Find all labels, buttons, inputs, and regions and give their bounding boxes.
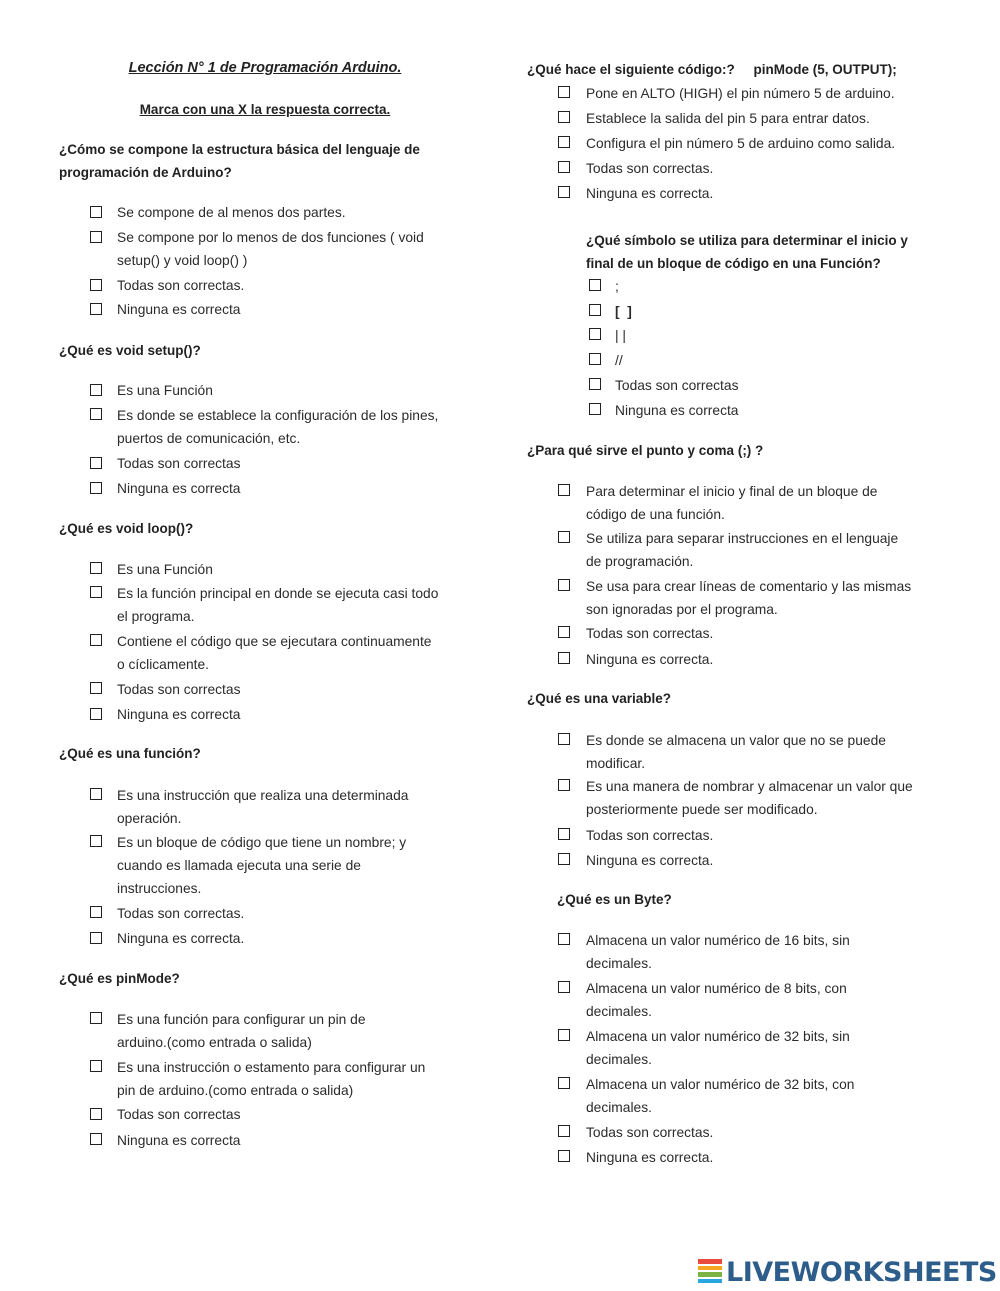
q7-option-6-label: Ninguna es correcta: [615, 403, 739, 418]
q5-option-2-checkbox[interactable]: [90, 1060, 102, 1072]
q7-option-4-label: //: [615, 353, 623, 368]
q8-option-2-checkbox[interactable]: [558, 531, 570, 543]
q7-option-1-checkbox[interactable]: [589, 279, 601, 291]
q4-option-4-checkbox[interactable]: [90, 932, 102, 944]
q6-option-2-label: Establece la salida del pin 5 para entrar datos.: [586, 111, 870, 126]
q8-option-1-checkbox[interactable]: [558, 484, 570, 496]
q10-option-1-checkbox[interactable]: [558, 933, 570, 945]
q8-option-4-label: Todas son correctas.: [586, 626, 714, 641]
question-6-text: ¿Qué hace el siguiente código:? pinMode (5, OUTPUT);: [527, 62, 897, 77]
q6-option-3-checkbox[interactable]: [558, 136, 570, 148]
q5-option-1-checkbox[interactable]: [90, 1012, 102, 1024]
q1-option-2-label: Se compone por lo menos de dos funciones ( void setup() y void loop() ): [117, 230, 424, 268]
q9-option-3-checkbox[interactable]: [558, 828, 570, 840]
q1-option-1-label: Se compone de al menos dos partes.: [117, 205, 346, 220]
q6-option-2-checkbox[interactable]: [558, 111, 570, 123]
q1-option-3-label: Todas son correctas.: [117, 278, 245, 293]
q10-option-3-checkbox[interactable]: [558, 1029, 570, 1041]
q4-option-1-checkbox[interactable]: [90, 788, 102, 800]
q3-option-2-label: Es la función principal en donde se ejecuta casi todo el programa.: [117, 586, 439, 624]
liveworksheets-logo-text: LIVEWORKSHEETS: [726, 1256, 997, 1288]
q2-option-1-checkbox[interactable]: [90, 384, 102, 396]
question-1-text: ¿Cómo se compone la estructura básica del lenguaje de programación de Arduino?: [59, 142, 420, 180]
q6-option-5-label: Ninguna es correcta.: [586, 186, 714, 201]
q6-option-1-label: Pone en ALTO (HIGH) el pin número 5 de arduino.: [586, 86, 895, 101]
q7-option-5-checkbox[interactable]: [589, 378, 601, 390]
q1-option-2-checkbox[interactable]: [90, 231, 102, 243]
question-7-text: ¿Qué símbolo se utiliza para determinar el inicio y final de un bloque de código en una Función?: [586, 233, 908, 271]
q3-option-2-checkbox[interactable]: [90, 586, 102, 598]
q9-option-2-label: Es una manera de nombrar y almacenar un valor que posteriormente puede ser modificado.: [586, 779, 913, 817]
q10-option-6-checkbox[interactable]: [558, 1150, 570, 1162]
q7-option-4-checkbox[interactable]: [589, 353, 601, 365]
q1-option-1-checkbox[interactable]: [90, 206, 102, 218]
q4-option-2-label: Es un bloque de código que tiene un nombre; y cuando es llamada ejecuta una serie de instrucciones.: [117, 835, 407, 896]
q9-option-2-checkbox[interactable]: [558, 779, 570, 791]
q7-option-3-checkbox[interactable]: [589, 328, 601, 340]
worksheet-instructions: Marca con una X la respuesta correcta.: [139, 102, 391, 117]
question-3-text: ¿Qué es void loop()?: [59, 521, 194, 536]
question-5-text: ¿Qué es pinMode?: [59, 971, 180, 986]
q8-option-5-label: Ninguna es correcta.: [586, 652, 714, 667]
question-2-text: ¿Qué es void setup()?: [59, 343, 201, 358]
q10-option-4-checkbox[interactable]: [558, 1077, 570, 1089]
q5-option-2-label: Es una instrucción o estamento para configurar un pin de arduino.(como entrada o salida): [117, 1060, 426, 1098]
q2-option-2-checkbox[interactable]: [90, 408, 102, 420]
q3-option-4-label: Todas son correctas: [117, 682, 241, 697]
q3-option-5-checkbox[interactable]: [90, 708, 102, 720]
q7-option-6-checkbox[interactable]: [589, 403, 601, 415]
q1-option-4-label: Ninguna es correcta: [117, 302, 241, 317]
question-4-text: ¿Qué es una función?: [59, 746, 201, 761]
q10-option-2-label: Almacena un valor numérico de 8 bits, con decimales.: [586, 981, 847, 1019]
q2-option-1-label: Es una Función: [117, 383, 213, 398]
q9-option-4-label: Ninguna es correcta.: [586, 853, 714, 868]
q3-option-3-checkbox[interactable]: [90, 634, 102, 646]
q9-option-1-checkbox[interactable]: [558, 733, 570, 745]
q8-option-3-checkbox[interactable]: [558, 579, 570, 591]
q8-option-3-label: Se usa para crear líneas de comentario y las mismas son ignoradas por el programa.: [586, 579, 912, 617]
q5-option-4-checkbox[interactable]: [90, 1133, 102, 1145]
worksheet-title: Lección N° 1 de Programación Arduino.: [128, 60, 402, 76]
q3-option-3-label: Contiene el código que se ejecutara continuamente o cíclicamente.: [117, 634, 432, 672]
q10-option-3-label: Almacena un valor numérico de 32 bits, sin decimales.: [586, 1029, 850, 1067]
q8-option-1-label: Para determinar el inicio y final de un bloque de código de una función.: [586, 484, 878, 522]
q3-option-1-checkbox[interactable]: [90, 562, 102, 574]
q4-option-1-label: Es una instrucción que realiza una determinada operación.: [117, 788, 409, 826]
q6-option-4-label: Todas son correctas.: [586, 161, 714, 176]
q8-option-4-checkbox[interactable]: [558, 626, 570, 638]
q5-option-4-label: Ninguna es correcta: [117, 1133, 241, 1148]
question-9-text: ¿Qué es una variable?: [527, 691, 672, 706]
q4-option-4-label: Ninguna es correcta.: [117, 931, 245, 946]
q9-option-3-label: Todas son correctas.: [586, 828, 714, 843]
q7-option-2-checkbox[interactable]: [589, 304, 601, 316]
q5-option-1-label: Es una función para configurar un pin de arduino.(como entrada o salida): [117, 1012, 366, 1050]
q6-option-3-label: Configura el pin número 5 de arduino como salida.: [586, 136, 896, 151]
q7-option-2-label: [ ]: [615, 304, 632, 319]
q2-option-3-label: Todas son correctas: [117, 456, 241, 471]
q6-option-5-checkbox[interactable]: [558, 186, 570, 198]
q9-option-1-label: Es donde se almacena un valor que no se puede modificar.: [586, 733, 886, 771]
q8-option-5-checkbox[interactable]: [558, 652, 570, 664]
q6-option-1-checkbox[interactable]: [558, 86, 570, 98]
q9-option-4-checkbox[interactable]: [558, 853, 570, 865]
q7-option-1-label: ;: [615, 279, 619, 294]
q10-option-1-label: Almacena un valor numérico de 16 bits, sin decimales.: [586, 933, 850, 971]
q3-option-1-label: Es una Función: [117, 562, 213, 577]
q3-option-4-checkbox[interactable]: [90, 682, 102, 694]
q10-option-2-checkbox[interactable]: [558, 981, 570, 993]
q2-option-4-label: Ninguna es correcta: [117, 481, 241, 496]
q10-option-4-label: Almacena un valor numérico de 32 bits, con decimales.: [586, 1077, 855, 1115]
q2-option-3-checkbox[interactable]: [90, 457, 102, 469]
liveworksheets-logo[interactable]: [698, 1257, 997, 1287]
q10-option-6-label: Ninguna es correcta.: [586, 1150, 714, 1165]
q2-option-2-label: Es donde se establece la configuración de los pines, puertos de comunicación, etc.: [117, 408, 439, 446]
q7-option-3-label: | |: [615, 328, 627, 343]
q4-option-2-checkbox[interactable]: [90, 835, 102, 847]
q6-option-4-checkbox[interactable]: [558, 161, 570, 173]
q4-option-3-checkbox[interactable]: [90, 906, 102, 918]
question-8-text: ¿Para qué sirve el punto y coma (;) ?: [527, 443, 764, 458]
liveworksheets-logo-icon: [698, 1259, 722, 1285]
q7-option-5-label: Todas son correctas: [615, 378, 739, 393]
q5-option-3-label: Todas son correctas: [117, 1107, 241, 1122]
q3-option-5-label: Ninguna es correcta: [117, 707, 241, 722]
q10-option-5-label: Todas son correctas.: [586, 1125, 714, 1140]
q1-option-3-checkbox[interactable]: [90, 279, 102, 291]
q5-option-3-checkbox[interactable]: [90, 1108, 102, 1120]
q8-option-2-label: Se utiliza para separar instrucciones en el lenguaje de programación.: [586, 531, 899, 569]
q4-option-3-label: Todas son correctas.: [117, 906, 245, 921]
q10-option-5-checkbox[interactable]: [558, 1125, 570, 1137]
q2-option-4-checkbox[interactable]: [90, 482, 102, 494]
question-10-text: ¿Qué es un Byte?: [557, 892, 672, 907]
q1-option-4-checkbox[interactable]: [90, 303, 102, 315]
